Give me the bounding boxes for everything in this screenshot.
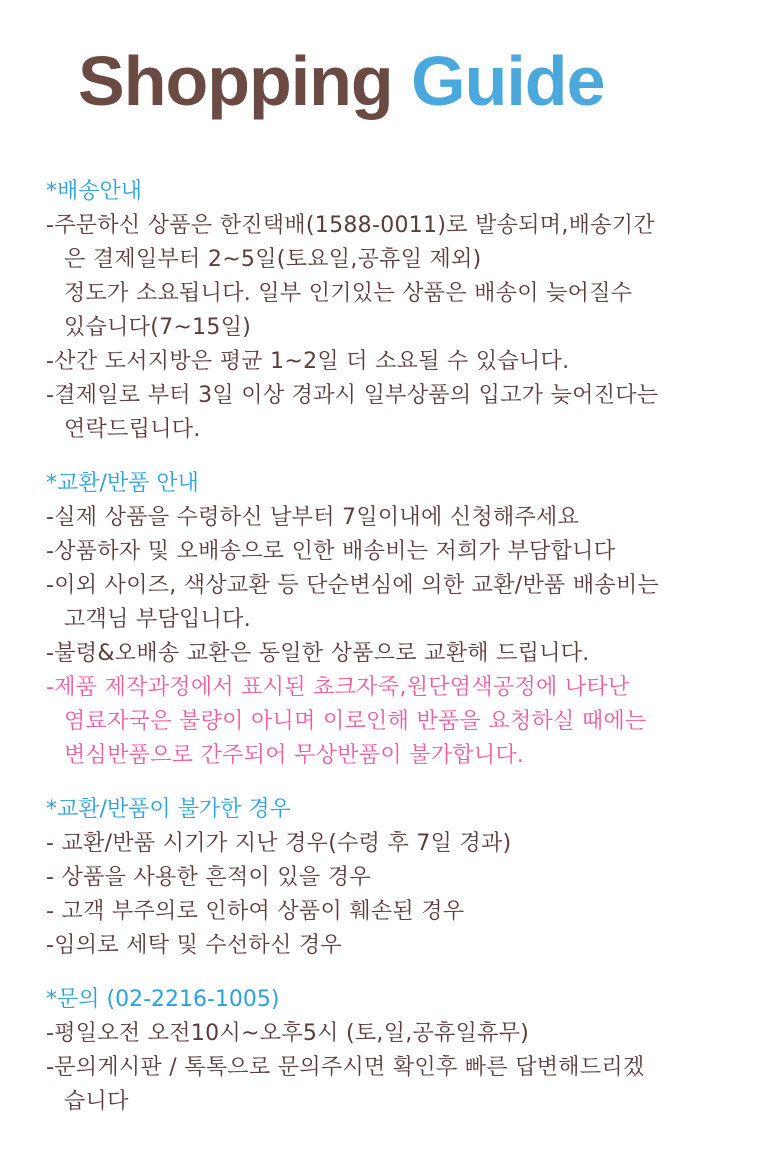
text-line: -산간 도서지방은 평균 1~2일 더 소요될 수 있습니다. [46,349,570,374]
text-line: -평일오전 오전10시~오후5시 (토,일,공휴일휴무) [46,1021,530,1046]
text-line: - 교환/반품 시기가 지난 경우(수령 후 7일 경과) [46,831,512,856]
text-line: 있습니다(7~15일) [64,315,252,340]
section-exchange-return [46,467,746,773]
text-line: - 고객 부주의로 인하여 상품이 훼손된 경우 [46,899,465,924]
title-word-guide: Guide [411,42,605,120]
text-line: 습니다 [64,1089,129,1114]
section-inquiry [46,983,746,1119]
text-line: 은 결제일부터 2~5일(토요일,공휴일 제외) [64,247,482,272]
text-line: -결제일로 부터 3일 이상 경과시 일부상품의 입고가 늦어진다는 [46,383,659,408]
notice-line: -제품 제작과정에서 표시된 쵸크자죽,원단염색공정에 나타난 [46,675,630,700]
section-heading: *교환/반품 안내 [46,471,199,496]
text-line: -상품하자 및 오배송으로 인한 배송비는 저희가 부담합니다 [46,539,616,564]
section-no-exchange [46,793,746,963]
notice-line: 변심반품으로 간주되어 무상반품이 불가합니다. [64,743,525,768]
text-line: 연락드립니다. [64,417,201,442]
section-heading: *교환/반품이 불가한 경우 [46,797,291,822]
text-line: - 상품을 사용한 흔적이 있을 경우 [46,865,371,890]
text-line: -주문하신 상품은 한진택배(1588-0011)로 발송되며,배송기간 [46,213,655,238]
text-line: -임의로 세탁 및 수선하신 경우 [46,933,343,958]
text-line: 정도가 소요됩니다. 일부 인기있는 상품은 배송이 늦어질수 [64,281,633,306]
text-line: 고객님 부담입니다. [64,607,252,632]
text-line: -실제 상품을 수령하신 날부터 7일이내에 신청해주세요 [46,505,580,530]
section-shipping [46,175,746,447]
text-line: -문의게시판 / 톡톡으로 문의주시면 확인후 빠른 답변해드리겠 [46,1055,645,1080]
guide-content [46,175,746,1139]
title-word-shopping: Shopping [78,42,393,120]
notice-line: 염료자국은 불량이 아니며 이로인해 반품을 요청하실 때에는 [64,709,647,734]
section-heading: *배송안내 [46,179,143,204]
text-line: -이외 사이즈, 색상교환 등 단순변심에 의한 교환/반품 배송비는 [46,573,660,598]
text-line: -불령&오배송 교환은 동일한 상품으로 교환해 드립니다. [46,641,590,666]
section-heading: *문의 (02-2216-1005) [46,987,280,1012]
page-title [78,42,605,120]
